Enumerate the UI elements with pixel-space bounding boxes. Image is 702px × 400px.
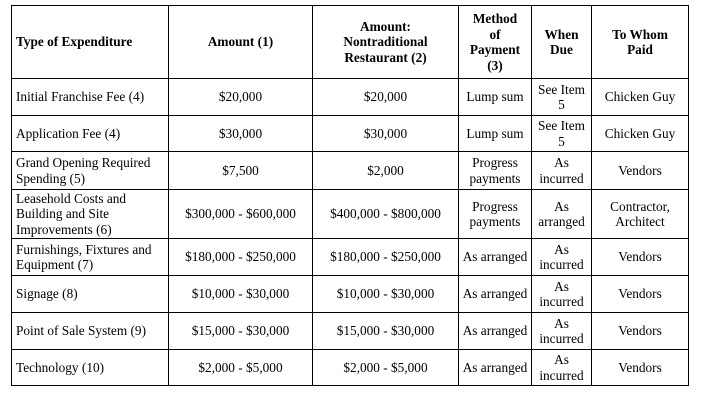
cell-when-due: As incurred (532, 239, 592, 276)
cell-amount: $2,000 - $5,000 (169, 350, 313, 386)
cell-to-whom: Contractor, Architect (592, 190, 689, 239)
cell-nontraditional-amount: $15,000 - $30,000 (313, 313, 459, 350)
table-row (12, 152, 689, 190)
cell-nontraditional-amount: $180,000 - $250,000 (313, 239, 459, 276)
cell-method: As arranged (459, 276, 532, 313)
header-type: Type of Expenditure (12, 6, 169, 79)
header-method: Method of Payment (3) (459, 6, 532, 79)
cell-to-whom: Vendors (592, 276, 689, 313)
cell-amount: $7,500 (169, 152, 313, 190)
cell-when-due: As incurred (532, 276, 592, 313)
cell-when-due: See Item 5 (532, 116, 592, 152)
cell-to-whom: Vendors (592, 152, 689, 190)
cell-amount: $10,000 - $30,000 (169, 276, 313, 313)
cell-when-due: See Item 5 (532, 79, 592, 116)
cell-method: As arranged (459, 313, 532, 350)
header-nontraditional: Amount: Nontraditional Restaurant (2) (313, 6, 459, 79)
cell-method: As arranged (459, 239, 532, 276)
cell-type: Technology (10) (12, 350, 169, 386)
cell-nontraditional-amount: $2,000 (313, 152, 459, 190)
cell-nontraditional-amount: $20,000 (313, 79, 459, 116)
cell-nontraditional-amount: $10,000 - $30,000 (313, 276, 459, 313)
cell-when-due: As incurred (532, 350, 592, 386)
cell-to-whom: Vendors (592, 239, 689, 276)
table-row (12, 350, 689, 386)
cell-nontraditional-amount: $30,000 (313, 116, 459, 152)
cell-type: Furnishings, Fixtures and Equipment (7) (12, 239, 169, 276)
header-amount: Amount (1) (169, 6, 313, 79)
cell-amount: $300,000 - $600,000 (169, 190, 313, 239)
cell-amount: $180,000 - $250,000 (169, 239, 313, 276)
cell-to-whom: Vendors (592, 313, 689, 350)
table-row (12, 79, 689, 116)
cell-type: Point of Sale System (9) (12, 313, 169, 350)
table-row (12, 190, 689, 239)
table-row (12, 276, 689, 313)
header-when-due: When Due (532, 6, 592, 79)
table-row (12, 239, 689, 276)
cell-when-due: As incurred (532, 313, 592, 350)
cell-when-due: As arranged (532, 190, 592, 239)
header-to-whom: To Whom Paid (592, 6, 689, 79)
cell-amount: $20,000 (169, 79, 313, 116)
cell-amount: $15,000 - $30,000 (169, 313, 313, 350)
cell-method: Progress payments (459, 190, 532, 239)
table-row (12, 116, 689, 152)
cell-type: Leasehold Costs and Building and Site Improvements (6) (12, 190, 169, 239)
expenditure-table (11, 5, 689, 386)
cell-type: Initial Franchise Fee (4) (12, 79, 169, 116)
cell-amount: $30,000 (169, 116, 313, 152)
cell-nontraditional-amount: $2,000 - $5,000 (313, 350, 459, 386)
cell-type: Application Fee (4) (12, 116, 169, 152)
cell-method: Lump sum (459, 116, 532, 152)
cell-to-whom: Chicken Guy (592, 116, 689, 152)
cell-type: Signage (8) (12, 276, 169, 313)
cell-when-due: As incurred (532, 152, 592, 190)
cell-nontraditional-amount: $400,000 - $800,000 (313, 190, 459, 239)
cell-method: Progress payments (459, 152, 532, 190)
cell-method: Lump sum (459, 79, 532, 116)
table-row (12, 313, 689, 350)
table-header-row (12, 6, 689, 79)
cell-method: As arranged (459, 350, 532, 386)
cell-to-whom: Vendors (592, 350, 689, 386)
cell-to-whom: Chicken Guy (592, 79, 689, 116)
cell-type: Grand Opening Required Spending (5) (12, 152, 169, 190)
